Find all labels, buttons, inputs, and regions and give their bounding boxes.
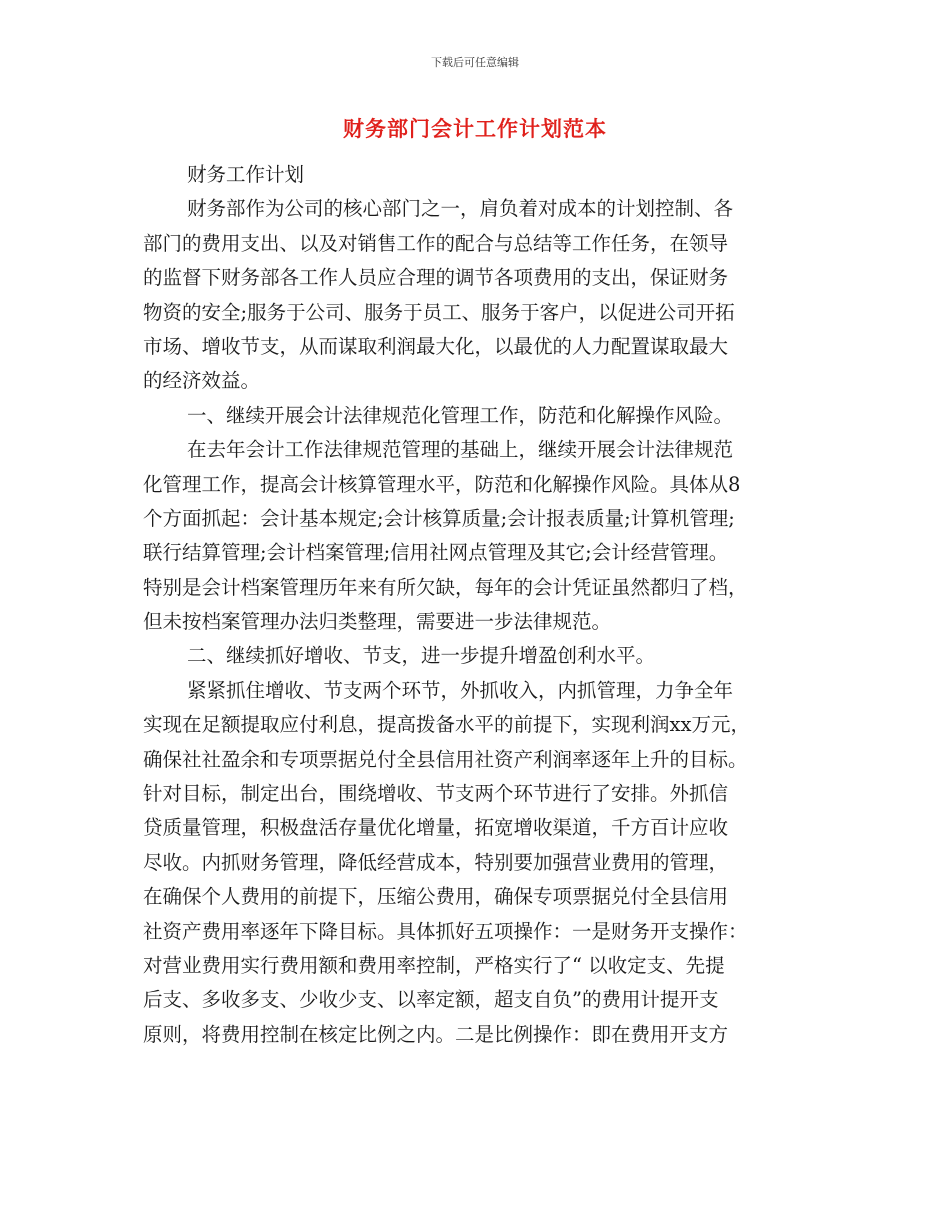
document-title: 财务部门会计工作计划范本 [343,116,607,141]
text-line: 紧紧抓住增收、节支两个环节，外抓收入，内抓管理，力争全年 [187,678,734,702]
text-line: 二、继续抓好增收、节支，进一步提升增盈创利水平。 [187,644,656,668]
text-line: 针对目标，制定出台，围绕增收、节支两个环节进行了安排。外抓信 [143,782,729,806]
text-line: 部门的费用支出、以及对销售工作的配合与总结等工作任务，在领导 [143,231,729,255]
text-line: 实现在足额提取应付利息，提高拨备水平的前提下，实现利润xx万元， [143,713,750,737]
text-line: 后支、多收多支、少收少支、以率定额，超支自负”的费用计提开支 [143,988,719,1012]
text-line: 化管理工作，提高会计核算管理水平，防范和化解操作风险。具体从8 [143,472,741,496]
text-line: 财务部作为公司的核心部门之一，肩负着对成本的计划控制、各 [187,197,734,221]
text-line: 贷质量管理，积极盘活存量优化增量，拓宽增收渠道，千方百计应收 [143,816,729,840]
text-line: 对营业费用实行费用额和费用率控制，严格实行了“ 以收定支、先提 [143,953,725,977]
text-line: 市场、增收节支，从而谋取利润最大化，以最优的人力配置谋取最大 [143,334,729,358]
document-body [143,158,811,1052]
text-line: 在确保个人费用的前提下，压缩公费用，确保专项票据兑付全县信用 [143,885,729,909]
header-note: 下载后可任意编辑 [431,56,519,69]
text-line: 在去年会计工作法律规范管理的基础上，继续开展会计法律规范 [187,438,734,462]
text-line: 物资的安全;服务于公司、服务于员工、服务于客户，以促进公司开拓 [143,300,735,324]
text-line: 的监督下财务部各工作人员应合理的调节各项费用的支出，保证财务 [143,266,729,290]
text-line: 一、继续开展会计法律规范化管理工作，防范和化解操作风险。 [187,403,734,427]
text-line: 尽收。内抓财务管理，降低经营成本，特别要加强营业费用的管理， [143,850,729,874]
text-line: 原则，将费用控制在核定比例之内。二是比例操作：即在费用开支方 [143,1022,729,1046]
text-line: 确保社社盈余和专项票据兑付全县信用社资产利润率逐年上升的目标。 [143,747,748,771]
text-line: 财务工作计划 [187,163,305,186]
text-line: 的经济效益。 [143,369,261,393]
text-line: 但未按档案管理办法归类整理，需要进一步法律规范。 [143,610,612,634]
text-line: 社资产费用率逐年下降目标。具体抓好五项操作：一是财务开支操作： [143,919,748,943]
text-line: 特别是会计档案管理历年来有所欠缺，每年的会计凭证虽然都归了档， [143,575,748,599]
text-line: 联行结算管理;会计档案管理;信用社网点管理及其它;会计经营管理。 [143,541,729,565]
text-line: 个方面抓起：会计基本规定;会计核算质量;会计报表质量;计算机管理; [143,506,735,530]
